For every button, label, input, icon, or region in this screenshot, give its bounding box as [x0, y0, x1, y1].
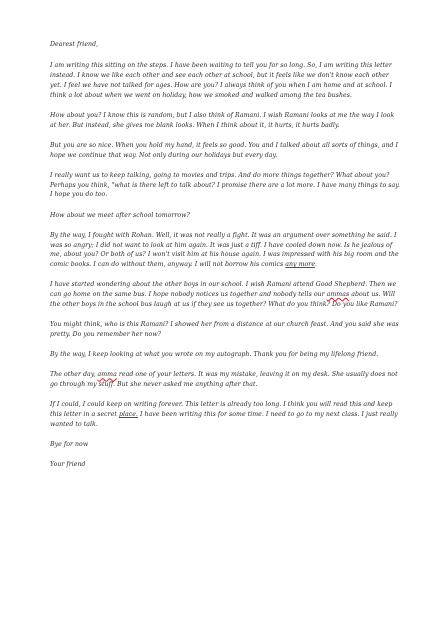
- paragraph-7-end: about us. Will the other boys in the school bus laugh at us if they see us together? What do you think? Do you like Ramani?: [50, 291, 398, 308]
- spellcheck-marked-word: any more: [285, 261, 316, 269]
- paragraph-11-text: If I could, I could keep on writing forever. This letter is already too long. I think you will read this and keep this letter in a secret: [50, 401, 393, 419]
- paragraph-3: But you are so nice. When you hold my hand, it feels so good. You and I talked about all sorts of things, and I hope we continue that way. Not only during our holidays but every day.: [50, 141, 399, 159]
- paragraph-9: By the way, I keep looking at what you wrote on my autograph. Thank you for being my lifelong friend.: [50, 351, 379, 359]
- paragraph-10-end: read one of your letters. It was my mistake, leaving it on my desk. She usually does not go through my stuff. But she never asked me anything after that.: [50, 371, 398, 389]
- letter-greeting: Dearest friend,: [50, 41, 99, 48]
- paragraph-11: [50, 400, 400, 429]
- paragraph-7: [50, 280, 400, 309]
- paragraph-6-text: By the way, I fought with Rohan. Well, it was not really a fight. It was an argument over something he said. I was so angry; I did not want to look at him again. It was just a tiff. I have cooled down now. Is he jealous of me, about you? Or both of us? I won't visit him at his house again. I was impressed with his big room and the comic books. I can do without them, anyway. I will not borrow his comics: [50, 231, 399, 269]
- paragraph-6-end: .: [315, 261, 318, 269]
- paragraph-4: I really want us to keep talking, going to movies and trips. And do more things together? What about you? Perhaps you think, "what is there left to talk about? I promise there are a lot more. I have many things to say. I hope you do too.: [50, 171, 400, 199]
- paragraph-6: [50, 231, 400, 270]
- paragraph-10-text: The other day,: [50, 371, 98, 379]
- spellcheck-marked-word: amma: [97, 371, 117, 379]
- letter-closing: Bye for now: [50, 441, 89, 449]
- paragraph-11-end: I have been writing this for some time. I need to go to my next class. I just really wanted to talk.: [50, 411, 398, 428]
- letter-body: [50, 40, 400, 480]
- paragraph-8: You might think, who is this Ramani? I showed her from a distance at our church feast. And you said she was pretty. Do you remember her now?: [50, 321, 399, 338]
- spellcheck-marked-word: ammas: [326, 291, 350, 299]
- letter-signature: Your friend: [50, 461, 86, 469]
- paragraph-2: How about you? I know this is random, but I also think of Ramani. I wish Ramani looks at me the way I look at her. But instead, she gives me blank looks. When I think about it, it hurts, it hurts badly.: [50, 111, 395, 129]
- paragraph-5: How about we meet after school tomorrow?: [50, 211, 190, 219]
- paragraph-7-text: I have started wondering about the other boys in our school. I wish Ramani attend Good Shepherd. Then we can go home on the same bus. I hope nobody notices us together and nobody tells our: [50, 281, 397, 299]
- paragraph-1: I am writing this sitting on the steps. I have been waiting to tell you for so long. So, I am writing this letter instead. I know we like each other and see each other at school, but it feels like we don't know each other yet. I feel we have not talked for ages. How are you? I always think of you when I am home and at school. I think a lot about when we went on holiday, how we smoked and walked among the tea bushes.: [50, 62, 393, 99]
- spellcheck-marked-word: place.: [118, 411, 138, 419]
- paragraph-10: [50, 370, 400, 390]
